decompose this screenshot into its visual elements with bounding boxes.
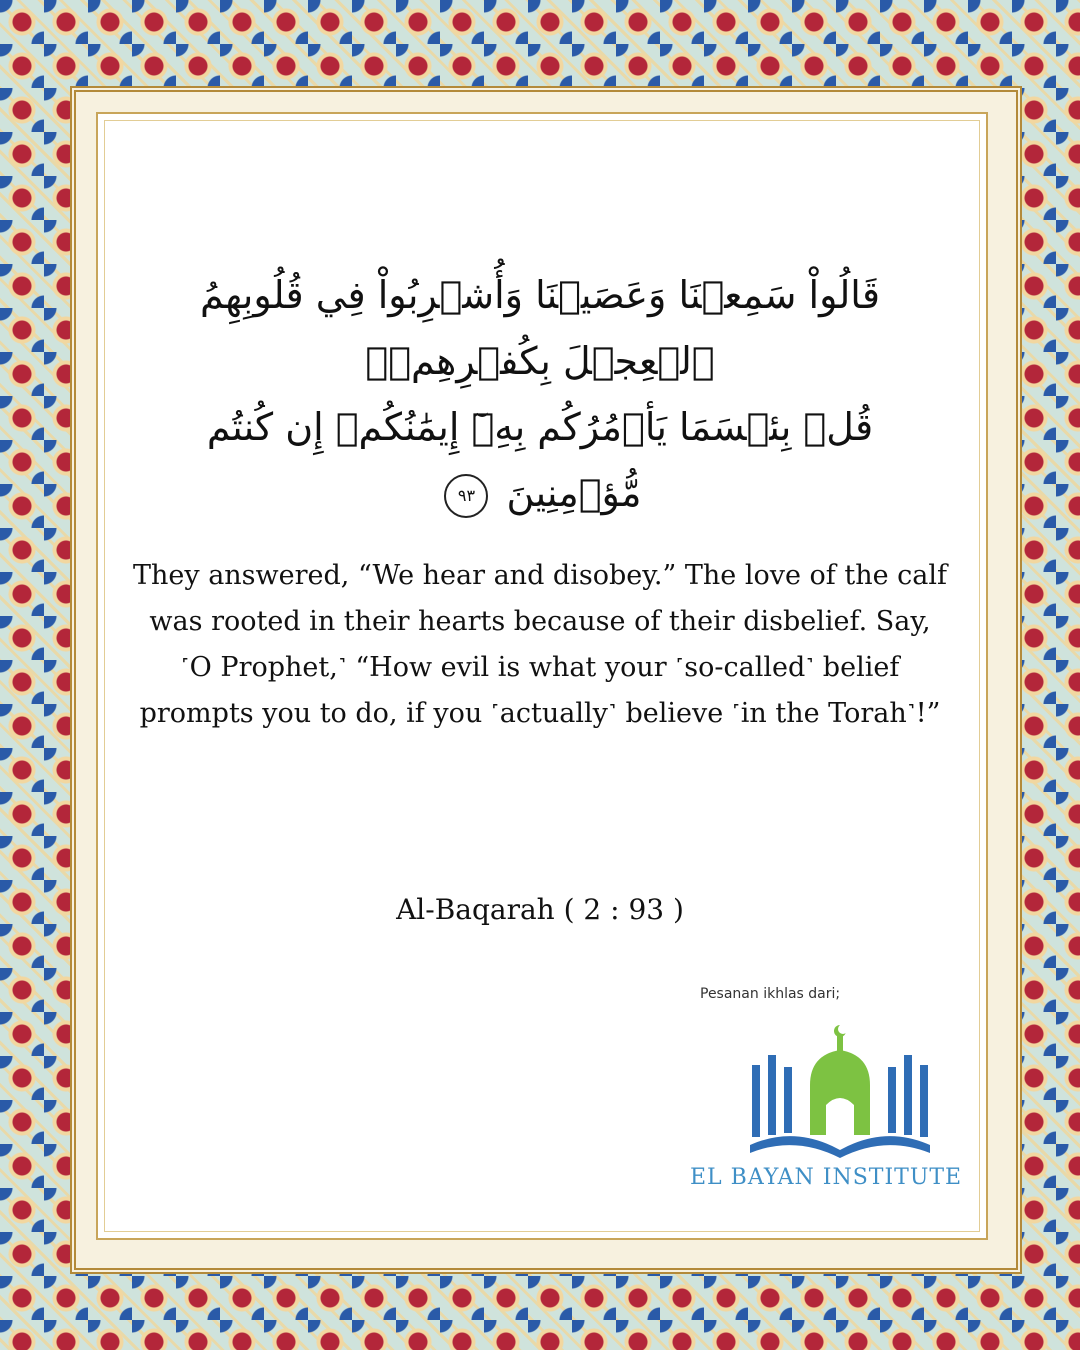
- crescent-icon: [834, 1025, 848, 1037]
- arabic-verse-line-2: [140, 394, 940, 526]
- institute-name: EL BAYAN INSTITUTE: [690, 1165, 963, 1190]
- arabic-verse-line-1: قَالُواْ سَمِعۡنَا وَعَصَيۡنَا وَأُشۡرِبُواْ فِي قُلُوبِهِمُ ٱلۡعِجۡلَ بِكُفۡرِهِمۡۚ: [199, 273, 881, 383]
- arabic-verse-line-2-text: قُلۡ بِئۡسَمَا يَأۡمُرُكُم بِهِۦٓ إِيمَٰنُكُمۡ إِن كُنتُم مُّؤۡمِنِينَ: [206, 405, 874, 515]
- sender-message: Pesanan ikhlas dari;: [700, 986, 841, 1002]
- verse-reference: Al-Baqarah ( 2 : 93 ): [396, 893, 684, 926]
- ayah-number-marker: ٩٣: [444, 474, 488, 518]
- verse-translation: They answered, “We hear and disobey.” The love of the calf was rooted in their hearts because of their disbelief. Say, ˹O Prophet,˺ “How evil is what your ˹so-called˺ belief prompts you to do, if you ˹actually˺ believe ˹in the Torah˺!”: [132, 560, 948, 729]
- mosque-icon: [810, 1035, 870, 1135]
- arabic-verse: [140, 262, 940, 526]
- institute-logo: [740, 1025, 940, 1160]
